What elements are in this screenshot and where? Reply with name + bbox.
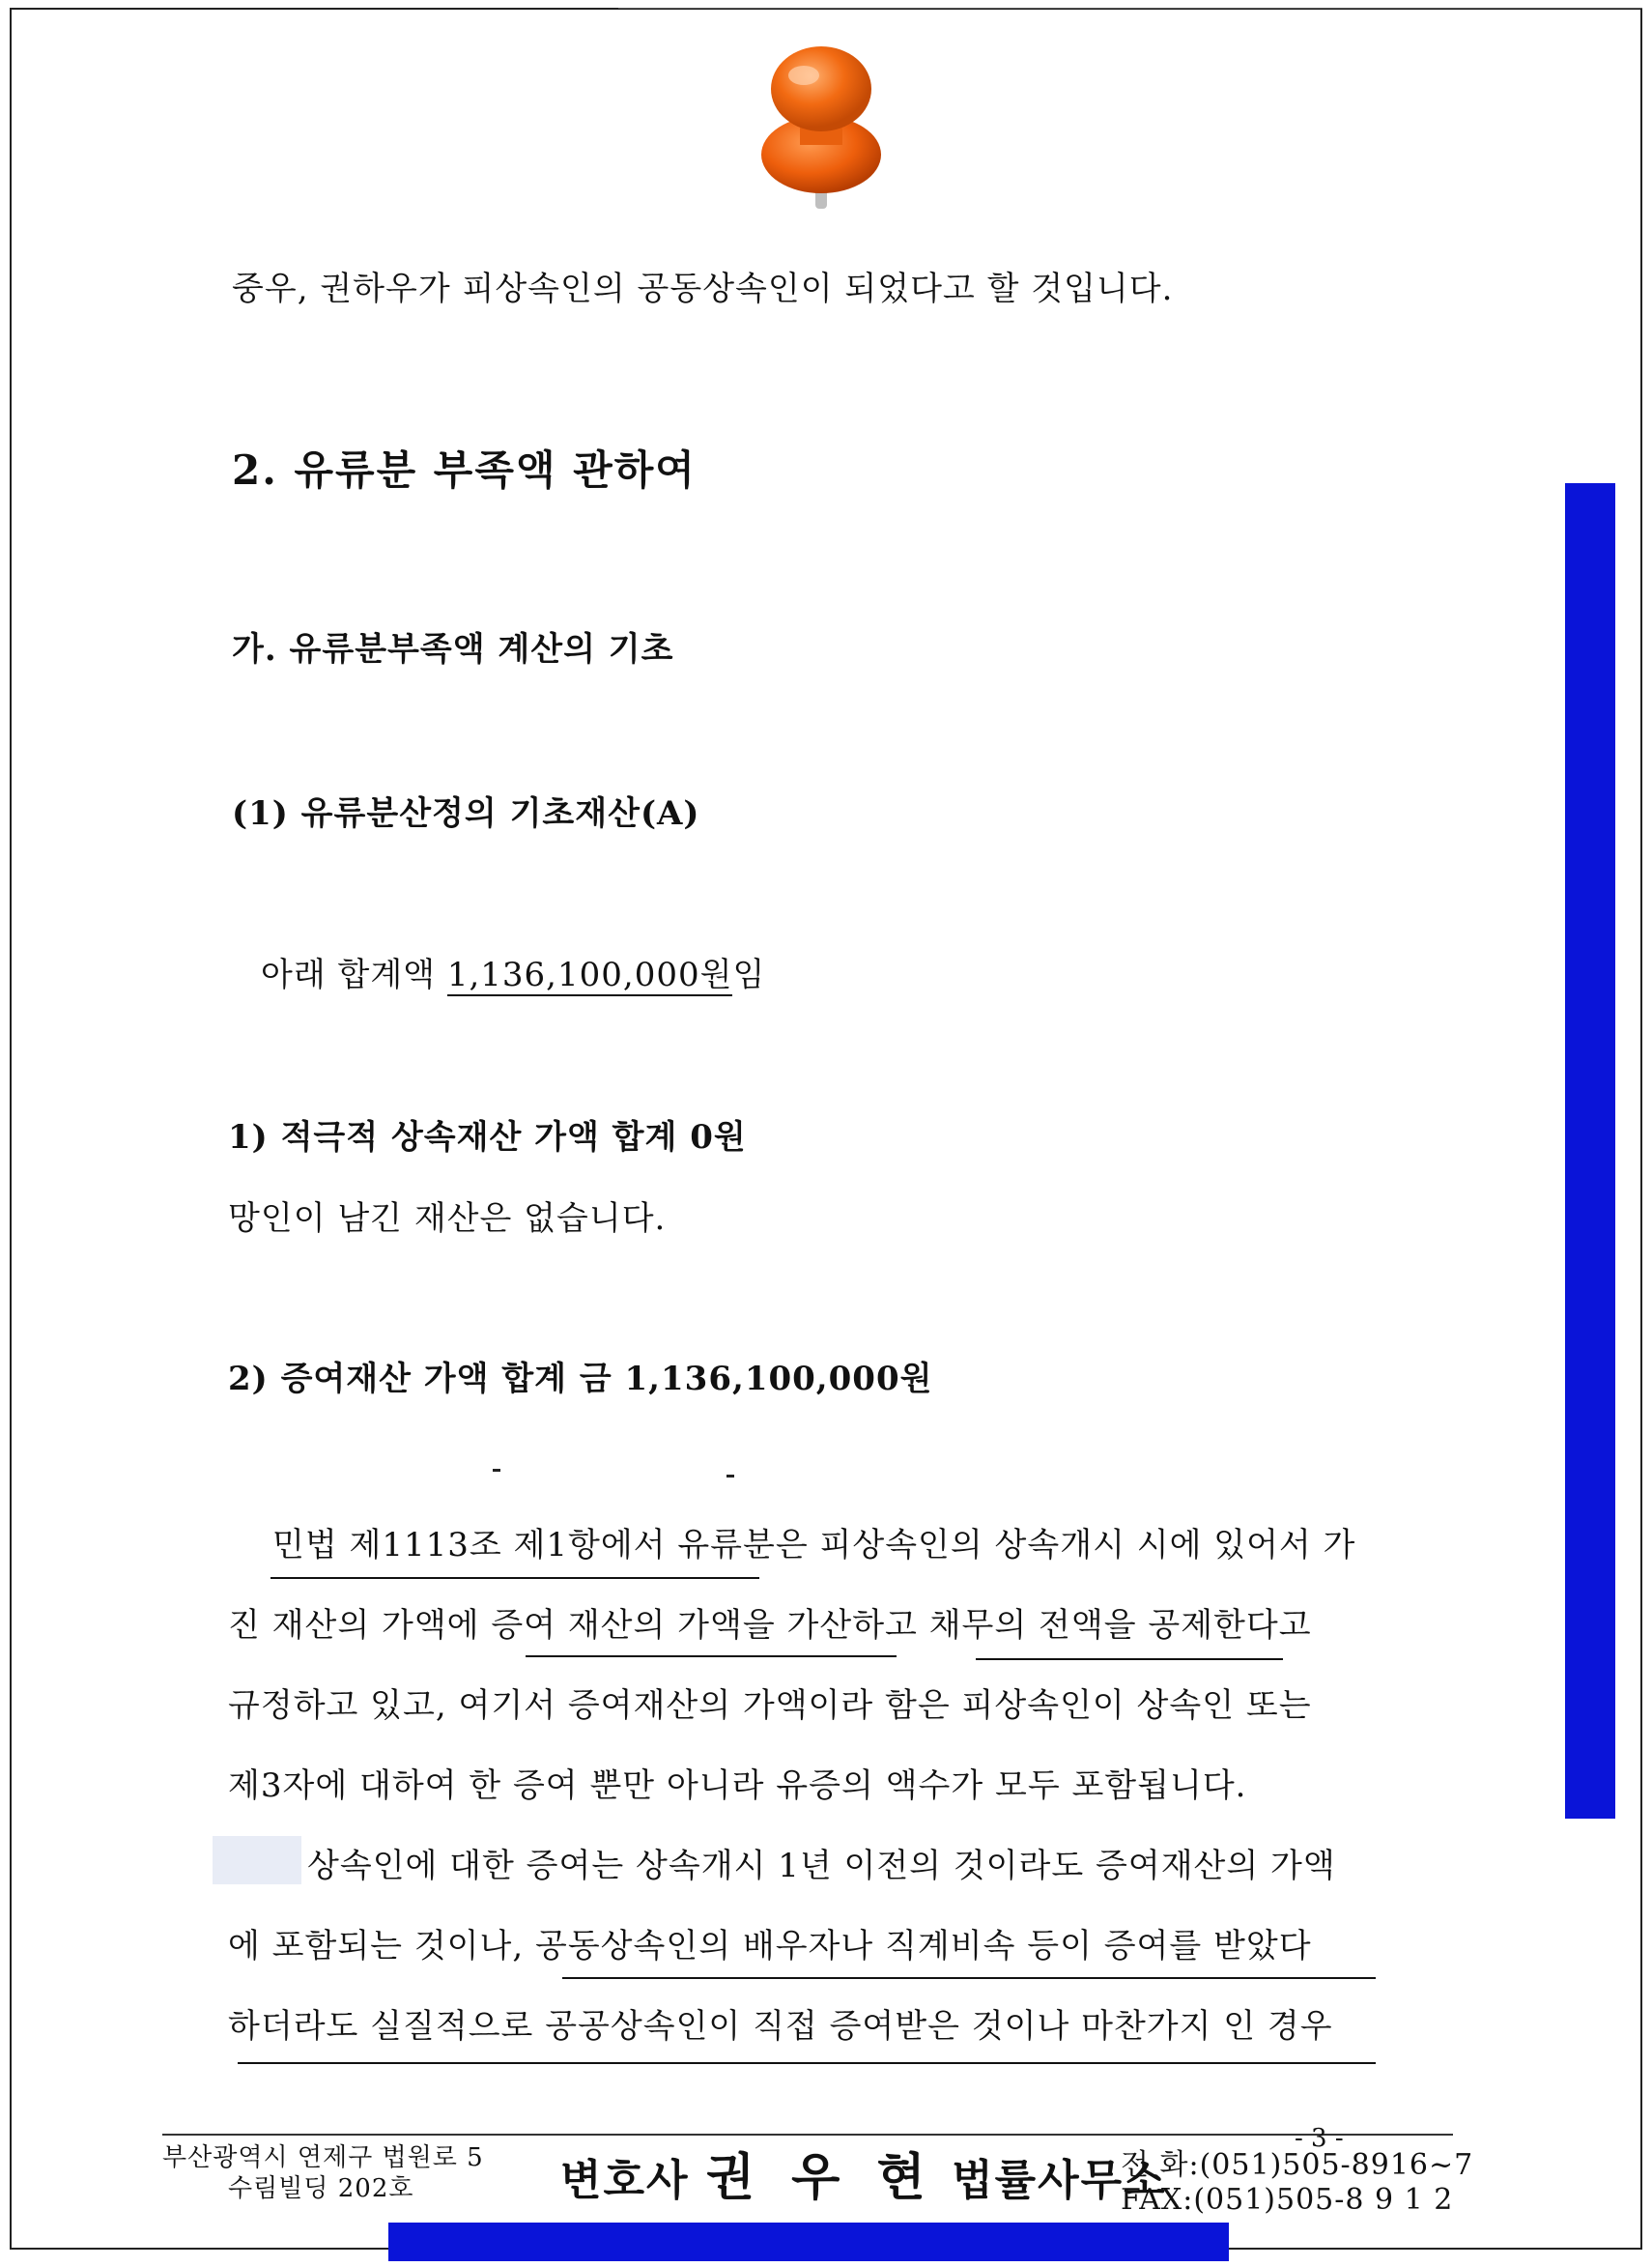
top-edge-line bbox=[618, 8, 1642, 9]
page-number: - 3 - bbox=[1295, 2124, 1344, 2153]
item-1-heading: 1) 적극적 상속재산 가액 합계 0원 bbox=[228, 1118, 747, 1157]
underline bbox=[271, 1577, 759, 1579]
bottom-blue-bar bbox=[388, 2223, 1229, 2261]
footer-phone: 전 화:(051)505-8916~7 bbox=[1121, 2148, 1474, 2182]
paragraph-line: 제3자에 대하여 한 증여 뿐만 아니라 유증의 액수가 모두 포함됩니다. bbox=[228, 1766, 1247, 1805]
underline bbox=[526, 1655, 897, 1657]
firm-suffix: 법률사무소 bbox=[952, 2156, 1167, 2205]
paragraph-line: 에 포함되는 것이나, 공동상속인의 배우자나 직계비속 등이 증여를 받았다 bbox=[228, 1927, 1312, 1966]
footer-address-line2: 수림빌딩 202호 bbox=[228, 2174, 414, 2203]
sum-amount: 1,136,100,000원 bbox=[446, 956, 733, 994]
paragraph-line: 규정하고 있고, 여기서 증여재산의 가액이라 함은 피상속인이 상속인 또는 bbox=[228, 1686, 1312, 1725]
footer-fax: FAX:(051)505-8 9 1 2 bbox=[1121, 2183, 1454, 2217]
underline bbox=[976, 1658, 1283, 1660]
footer-divider bbox=[162, 2134, 1453, 2136]
sum-line bbox=[261, 956, 766, 994]
firm-prefix: 변호사 bbox=[560, 2156, 690, 2205]
paragraph-line: 민법 제1113조 제1항에서 유류분은 피상속인의 상속개시 시에 있어서 가 bbox=[272, 1526, 1356, 1564]
footer-firm-name bbox=[560, 2149, 1167, 2207]
right-blue-bar bbox=[1565, 483, 1615, 1819]
subsection-heading-1: (1) 유류분산정의 기초재산(A) bbox=[232, 794, 700, 833]
underline bbox=[562, 1977, 1376, 1979]
sum-suffix: 임 bbox=[732, 956, 766, 994]
paragraph-line: 하더라도 실질적으로 공공상속인이 직접 증여받은 것이나 마찬가지 인 경우 bbox=[228, 2007, 1333, 2046]
sum-prefix: 아래 합계액 bbox=[261, 956, 447, 994]
underline bbox=[238, 2062, 1376, 2064]
firm-lawyer-name: 권 우 현 bbox=[705, 2149, 935, 2207]
paragraph-line: 진 재산의 가액에 증여 재산의 가액을 가산하고 채무의 전액을 공제한다고 bbox=[228, 1606, 1312, 1645]
item-1-description: 망인이 남긴 재산은 없습니다. bbox=[228, 1199, 667, 1238]
paragraph-line: 상속인에 대한 증여는 상속개시 1년 이전의 것이라도 증여재산의 가액 bbox=[307, 1847, 1336, 1885]
item-2-heading: 2) 증여재산 가액 합계 금 1,136,100,000원 bbox=[228, 1360, 933, 1398]
pushpin-icon bbox=[754, 29, 889, 213]
scan-mark bbox=[726, 1475, 734, 1478]
intro-paragraph: 중우, 권하우가 피상속인의 공동상속인이 되었다고 할 것입니다. bbox=[232, 270, 1174, 308]
scan-mark bbox=[493, 1469, 500, 1472]
section-heading-2: 2. 유류분 부족액 관하여 bbox=[232, 446, 697, 494]
footer-address-line1: 부산광역시 연제구 법원로 5 bbox=[162, 2143, 484, 2172]
redaction-box bbox=[213, 1836, 301, 1884]
subsection-heading-ga: 가. 유류분부족액 계산의 기초 bbox=[232, 630, 674, 669]
